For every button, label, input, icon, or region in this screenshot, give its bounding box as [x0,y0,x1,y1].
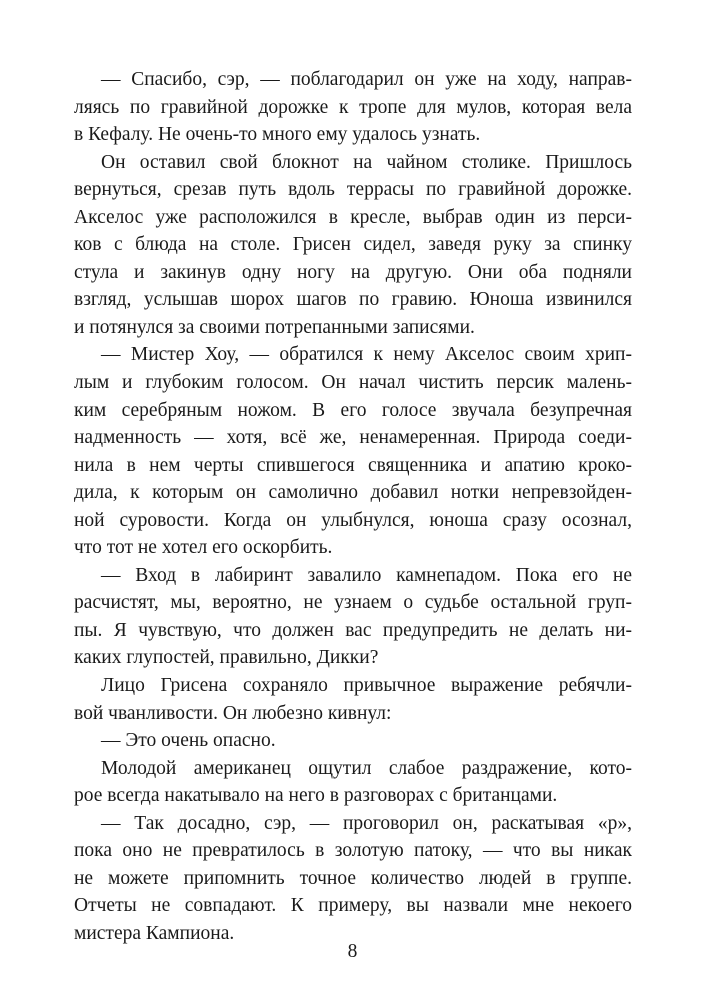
text-line: вой чванливости. Он любезно кивнул: [74,702,392,724]
text-line: рое всегда накатывало на него в разговорах с британцами. [74,785,558,807]
text-line: дила, к которым он самолично добавил нотки непревзойден- [74,482,632,504]
text-line: не можете припомнить точное количество людей в группе. [74,867,632,889]
text-line: каких глупостей, правильно, Дикки? [74,647,379,669]
text-line: нила в нем черты спившегося священника и апатию кроко- [74,454,632,476]
text-line: Он оставил свой блокнот на чайном столике. Пришлось [101,151,632,173]
text-line: пока оно не превратилось в золотую патоку, — что вы никак [74,840,632,862]
text-line: — Мистер Хоу, — обратился к нему Акселос своим хрип- [101,344,632,366]
text-line: — Это очень опасно. [101,730,276,752]
text-line: лым и глубоким голосом. Он начал чистить персик малень- [74,372,632,394]
text-line: — Так досадно, сэр, — проговорил он, раскатывая «р», [101,812,632,834]
text-line: ной суровости. Когда он улыбнулся, юноша сразу осознал, [74,509,632,531]
text-line: ков с блюда на столе. Грисен сидел, заведя руку за спинку [74,234,632,256]
text-line: — Вход в лабиринт завалило камнепадом. Пока его не [101,564,632,586]
text-line: стула и закинув одну ногу на другую. Они оба подняли [74,261,632,283]
text-line: ляясь по гравийной дорожке к тропе для мулов, которая вела [74,96,632,118]
text-line: Лицо Грисена сохраняло привычное выражение ребячли- [101,675,632,697]
text-line: Отчеты не совпадают. К примеру, вы назвали мне некоего [74,895,632,917]
page-number: 8 [347,941,358,962]
text-line: ким серебряным ножом. В его голосе звучала безупречная [74,399,632,421]
text-line: — Спасибо, сэр, — поблагодарил он уже на ходу, направ- [101,69,632,90]
text-line: вернуться, срезав путь вдоль террасы по гравийной дорожке. [74,179,632,201]
text-line: Акселос уже расположился в кресле, выбрав один из перси- [74,206,632,228]
text-line: Молодой американец ощутил слабое раздражение, кото- [101,757,632,779]
text-line: надменность — хотя, всё же, ненамеренная. Природа соеди- [74,427,632,449]
text-line: и потянулся за своими потрепанными записями. [74,316,475,338]
text-line: пы. Я чувствую, что должен вас предупредить не делать ни- [74,619,632,641]
text-line: взгляд, услышав шорох шагов по гравию. Юноша извинился [74,289,632,311]
text-line: в Кефалу. Не очень-то много ему удалось узнать. [74,124,481,146]
text-line: мистера Кампиона. [74,922,235,944]
body-text [74,66,632,948]
text-line: расчистят, мы, вероятно, не узнаем о судьбе остальной груп- [74,592,632,614]
text-line: что тот не хотел его оскорбить. [74,537,333,559]
